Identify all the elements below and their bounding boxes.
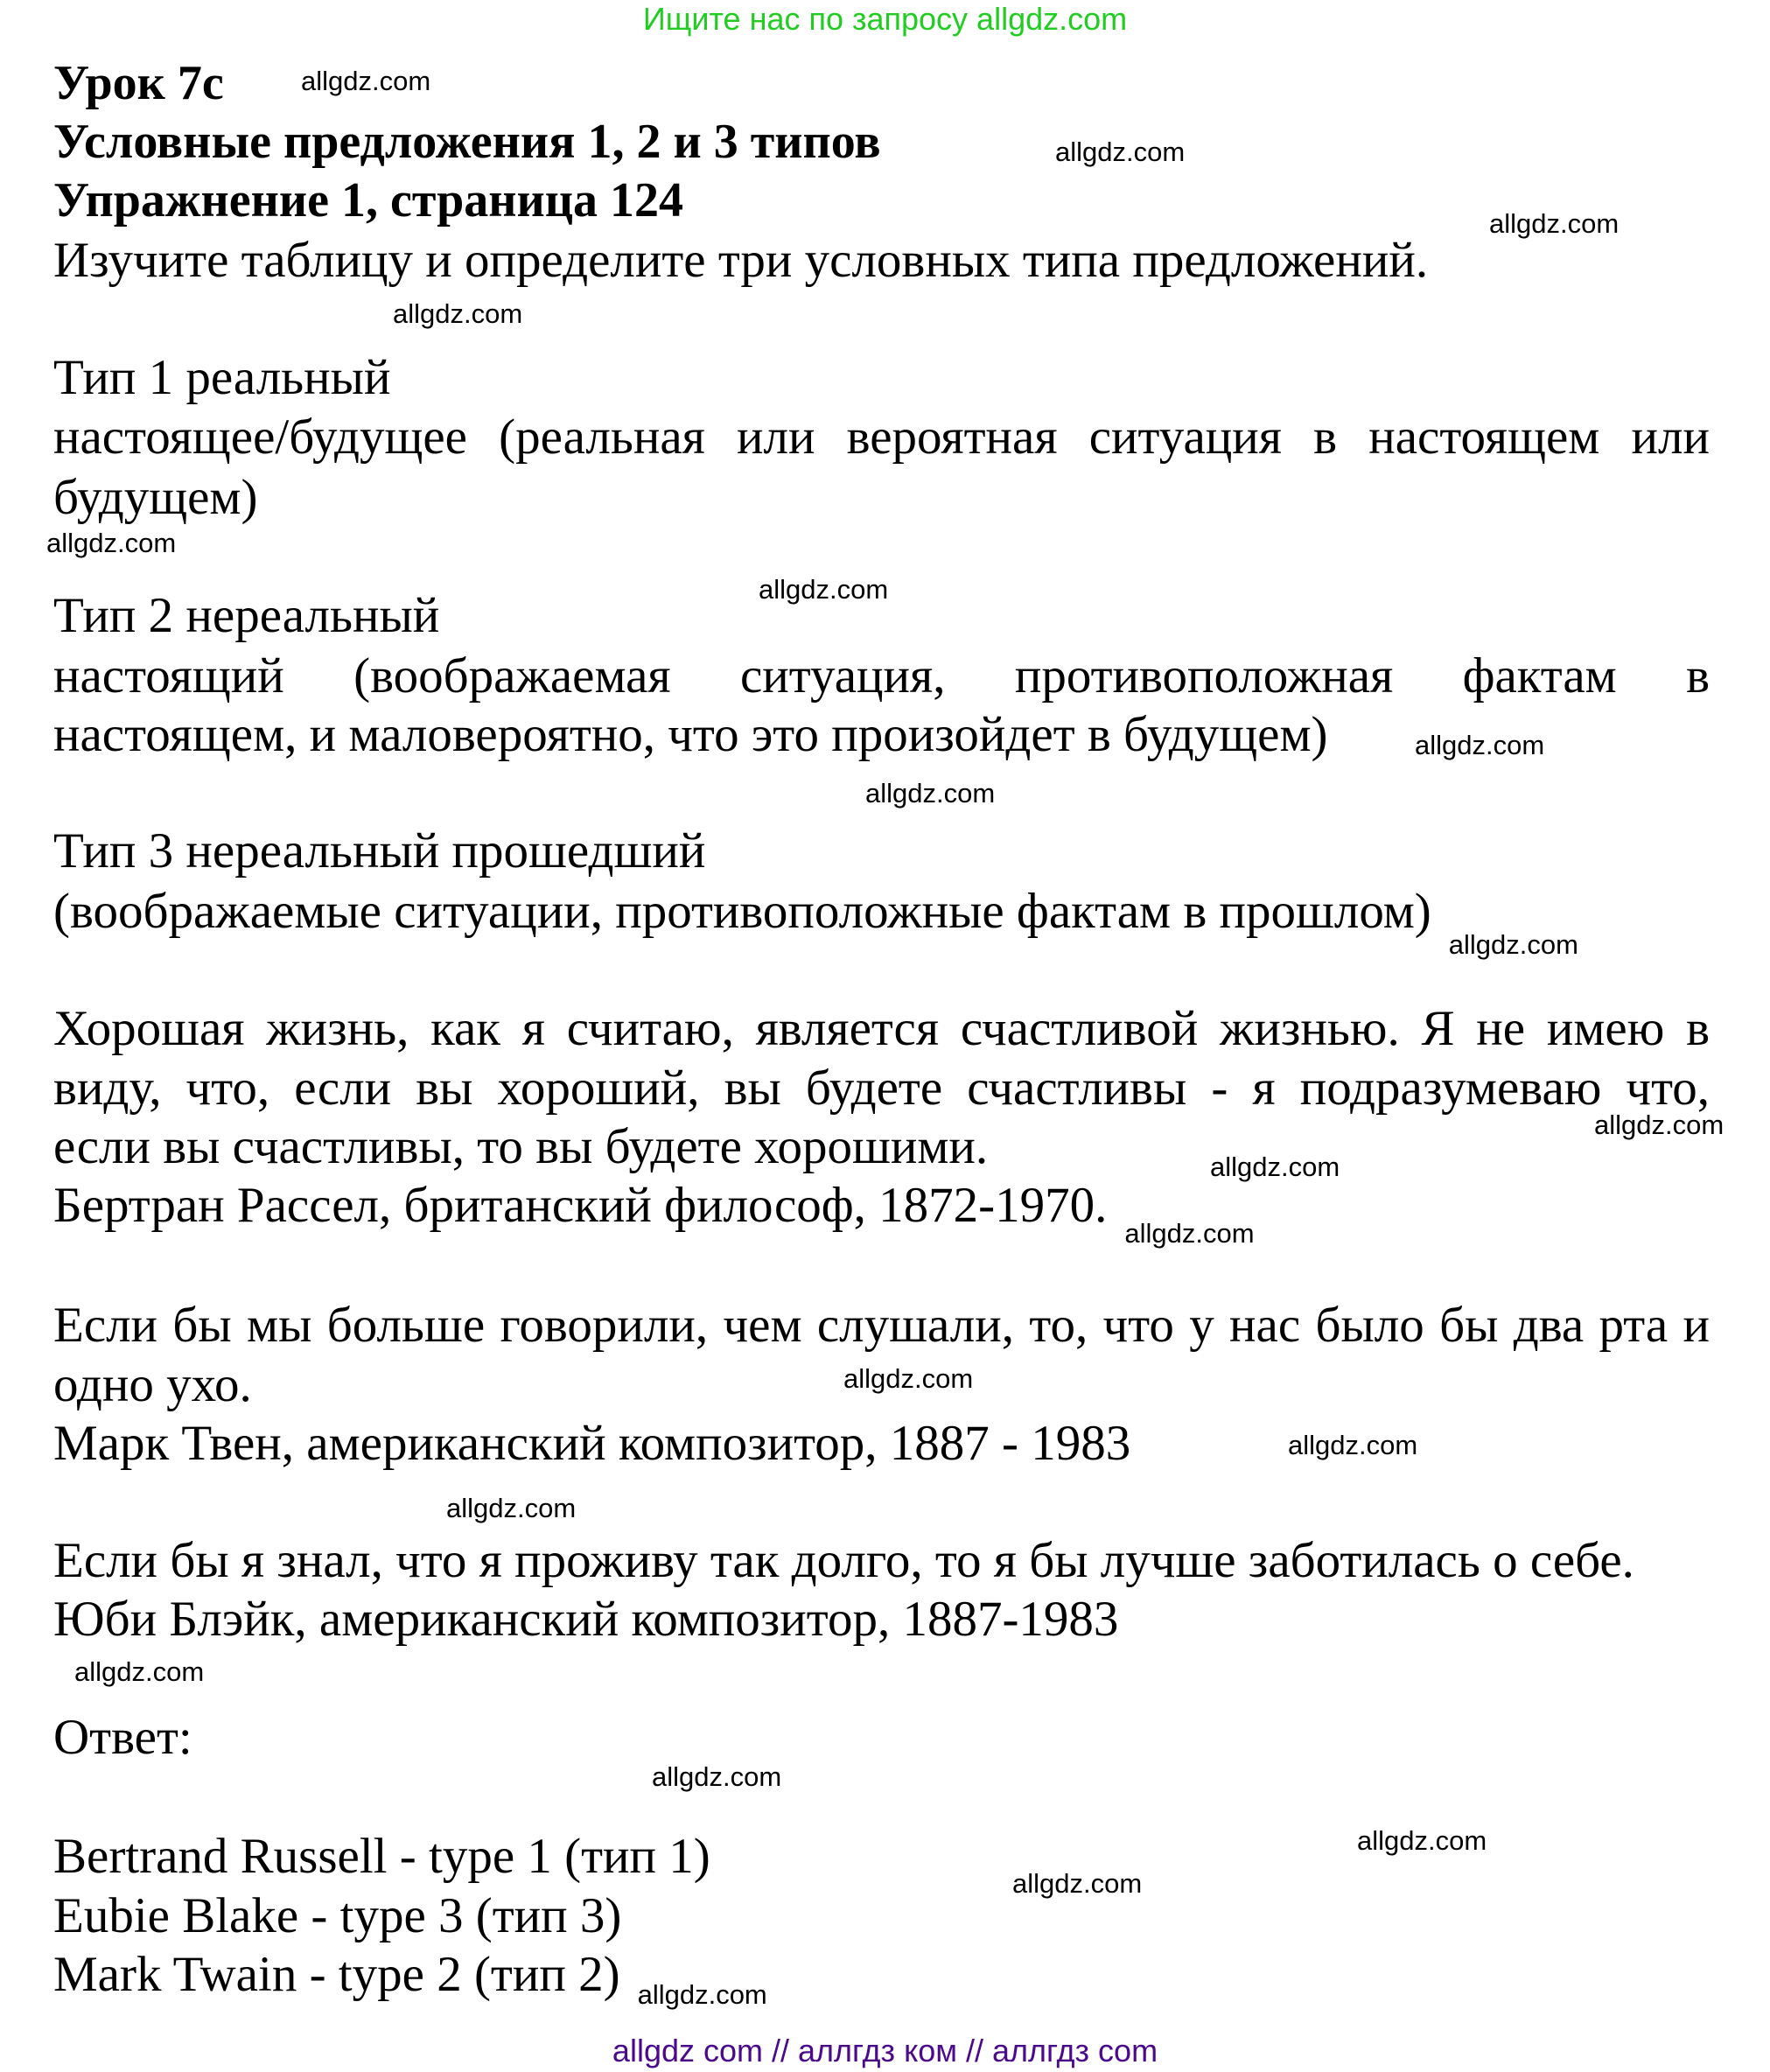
quote2-author: Марк Твен, американский композитор, 1887 - 1983 [53,1416,1131,1471]
answer-label: Ответ: [53,1710,192,1765]
watermark: allgdz.com [1594,1110,1725,1140]
quote1-line: Хорошая жизнь, как я считаю, является счастливой жизнью. Я не имею в [53,1001,1710,1056]
type1-description: будущем) [53,470,258,525]
search-banner: Ищите нас по запросу allgdz.com [642,1,1128,37]
topic-title: Условные предложения 1, 2 и 3 типов [53,115,881,169]
type2-title: Тип 2 нереальный [53,588,440,643]
type3-description: (воображаемые ситуации, противоположные фактам в прошлом) [53,884,1431,939]
watermark: allgdz.com [637,1979,767,2010]
watermark: allgdz.com [1357,1825,1487,1856]
watermark: allgdz.com [1124,1218,1255,1249]
watermark: allgdz.com [1055,136,1186,167]
watermark: allgdz.com [74,1656,205,1687]
quote1-line: виду, что, если вы хороший, вы будете счастливы - я подразумеваю что, [53,1060,1710,1116]
watermark: allgdz.com [301,66,431,96]
footer-watermark: allgdz com // аллгдз ком // аллгдз com [612,2033,1158,2068]
watermark: allgdz.com [446,1493,577,1523]
type2-description: настоящий (воображаемая ситуация, противоположная фактам в [53,648,1710,704]
watermark: allgdz.com [1288,1430,1418,1460]
lesson-title: Урок 7с [53,56,224,110]
type1-description: настоящее/будущее (реальная или вероятная ситуация в настоящем или [53,410,1710,465]
type2-description: настоящем, и маловероятно, что это произойдет в будущем) [53,707,1328,762]
type1-title: Тип 1 реальный [53,350,391,405]
watermark: allgdz.com [1210,1152,1340,1182]
answer-item: Eubie Blake - type 3 (тип 3) [53,1888,622,1943]
watermark: allgdz.com [865,778,996,808]
watermark: allgdz.com [1415,730,1545,760]
watermark: allgdz.com [1448,929,1578,960]
quote1-line: если вы счастливы, то вы будете хорошими. [53,1119,989,1174]
quote2-line: Если бы мы больше говорили, чем слушали, то, что у нас было бы два рта и [53,1298,1710,1353]
type3-title: Тип 3 нереальный прошедший [53,823,706,878]
instruction: Изучите таблицу и определите три условных типа предложений. [53,233,1429,288]
answer-item: Bertrand Russell - type 1 (тип 1) [53,1829,710,1884]
watermark: allgdz.com [1012,1868,1143,1899]
watermark: allgdz.com [759,574,889,605]
quote1-author: Бертран Рассел, британский философ, 1872-1970. [53,1178,1108,1233]
quote3-line: Если бы я знал, что я проживу так долго, то я бы лучше заботилась о себе. [53,1533,1634,1588]
quote2-line: одно ухо. [53,1357,252,1412]
watermark: allgdz.com [393,298,523,329]
quote3-author: Юби Блэйк, американский композитор, 1887-1983 [53,1592,1119,1647]
exercise-title: Упражнение 1, страница 124 [53,173,684,228]
watermark: allgdz.com [1489,208,1620,239]
watermark: allgdz.com [843,1363,974,1394]
watermark: allgdz.com [652,1761,782,1792]
watermark: allgdz.com [46,528,177,558]
answer-item: Mark Twain - type 2 (тип 2) [53,1947,620,2002]
